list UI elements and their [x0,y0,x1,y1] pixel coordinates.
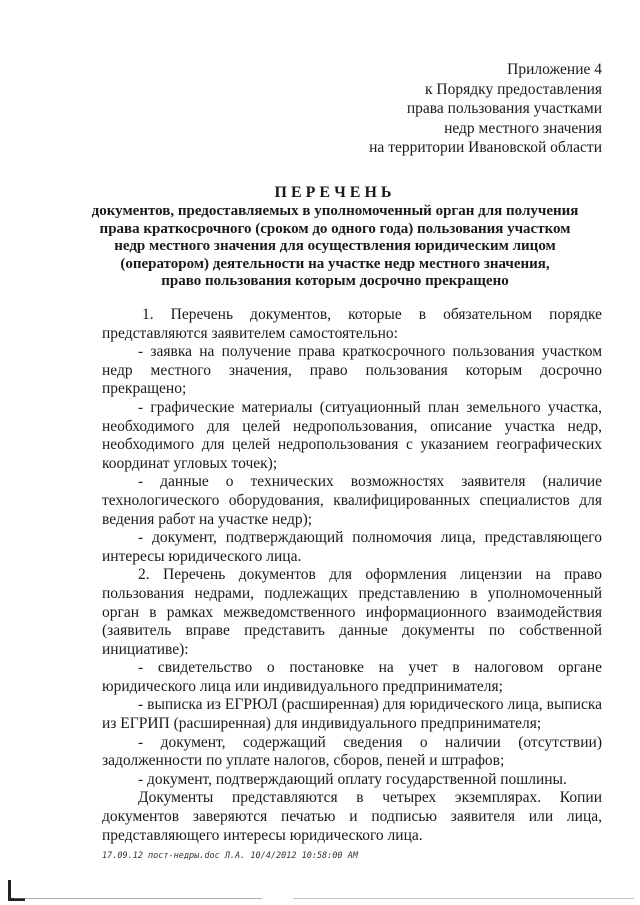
document-title: ПЕРЕЧЕНЬ [274,184,396,201]
subtitle-line: права краткосрочного (сроком до одного года) пользования участком [99,220,571,237]
scan-edge-line [14,898,634,899]
list-item: - документ, содержащий сведения о наличии (отсутствии) задолженности по уплате налогов, сборов, пеней и штрафов; [102,733,602,770]
file-footer: 17.09.12 пост-недры.doc Л.А. 10/4/2012 10:58:00 AM [102,851,358,861]
list-item: - документ, подтверждающий полномочия лица, представляющего интересы юридического лица. [102,529,602,565]
subtitle-line: право пользования которым досрочно прекращено [161,273,509,289]
appendix-header [369,60,602,158]
closing-paragraph: Документы представляются в четырех экземплярах. Копии документов заверяются печатью и подписью заявителя или лица, представляющего интересы юридического лица. [102,789,602,844]
paragraph-2: 2. Перечень документов для оформления лицензии на право пользования недрами, подлежащих представлению в уполномоченный орган в рамках межведомственного информационного взаимодействия (заявитель вправе представить данные документы по собственной инициативе): [102,566,602,658]
subtitle-line: документов, предоставляемых в уполномоченный орган для получения [91,203,579,219]
list-item: - заявка на получение права краткосрочного пользования участком недр местного значения, право пользования которым досрочно прекращено; [102,343,602,398]
paragraph-1: 1. Перечень документов, которые в обязательном порядке представляются заявителем самостоятельно: [102,306,602,342]
list-item: - данные о технических возможностях заявителя (наличие технологического оборудования, квалифицированных специалистов для ведения работ на участке недр); [102,473,602,528]
appendix-line: к Порядку предоставления [425,80,602,98]
appendix-line: на территории Ивановской области [369,139,602,156]
document-heading [60,183,610,291]
list-item: - выписка из ЕГРЮЛ (расширенная) для юридического лица, выписка из ЕГРИП (расширенная) для индивидуального предпринимателя; [102,696,602,733]
subtitle-line: (оператором) деятельности на участке недр местного значения, [120,255,550,272]
list-item: - свидетельство о постановке на учет в налоговом органе юридического лица или индивидуального предпринимателя; [102,659,602,695]
document-body [102,306,602,845]
appendix-line: Приложение 4 [507,61,602,78]
appendix-line: недр местного значения [444,119,602,137]
appendix-line: права пользования участками [406,100,602,117]
list-item: - документ, подтверждающий оплату государственной пошлины. [138,770,567,788]
list-item: - графические материалы (ситуационный план земельного участка, необходимого для целей недропользования, описание участка недр, необходимого для целей недропользования с указанием географических координат угловых точек); [102,398,602,472]
subtitle-line: недр местного значения для осуществления юридическим лицом [114,238,556,254]
